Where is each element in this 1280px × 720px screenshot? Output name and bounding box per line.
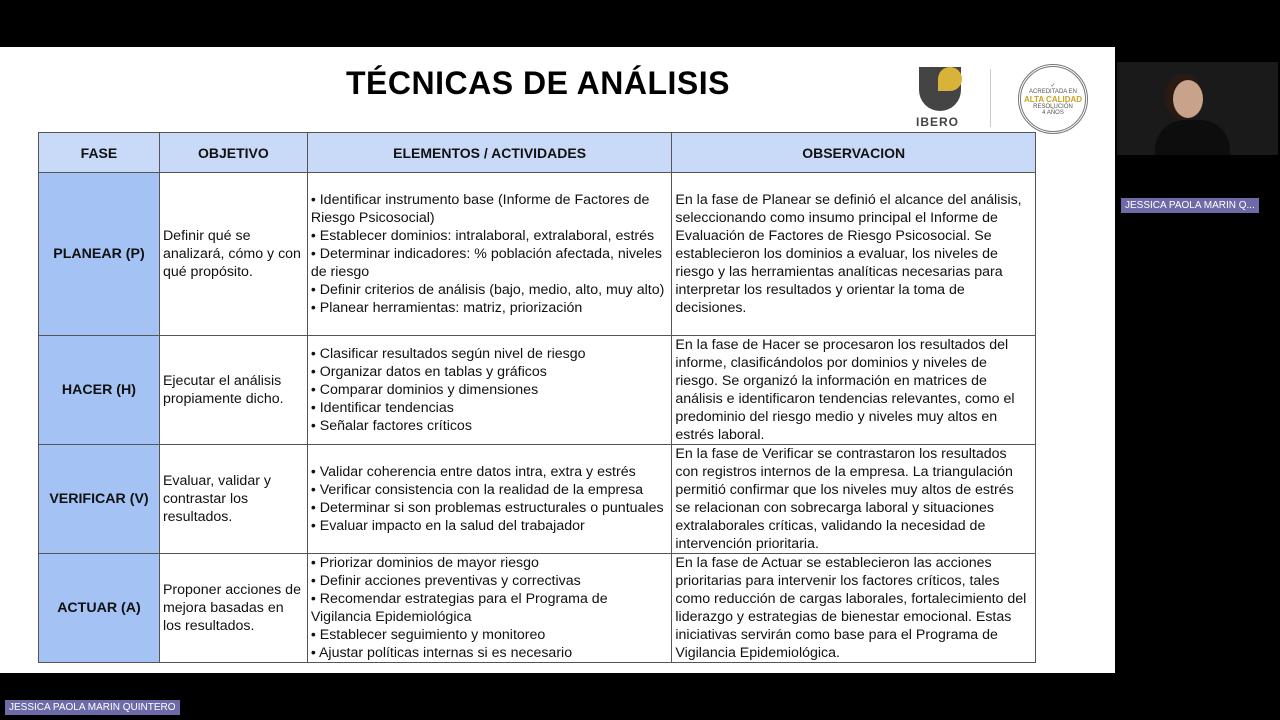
header-phase: FASE [39, 133, 160, 173]
divider [990, 69, 991, 127]
activity-item: • Ajustar políticas internas si es necesario [310, 645, 573, 661]
objective-cell: Ejecutar el análisis propiamente dicho. [159, 336, 307, 445]
table-row [39, 173, 1036, 336]
observation-cell: En la fase de Planear se definió el alcance del análisis, seleccionando como insumo principal el Informe de Evaluación de Factores de Riesgo Psicosocial. Se establecieron los dominios a evaluar, los niveles de riesgo y las herramientas analíticas necesarias para interpretar los resultados y orientar la toma de decisiones. [672, 173, 1036, 336]
activity-item: • Validar coherencia entre datos intra, extra y estrés [310, 464, 636, 480]
activity-item: • Determinar si son problemas estructurales o puntuales [310, 500, 664, 516]
activity-item: • Identificar tendencias [310, 400, 454, 416]
activity-item: • Verificar consistencia con la realidad de la empresa [310, 482, 644, 498]
ibero-logo: IBERO [916, 67, 966, 129]
objective-cell: Definir qué se analizará, cómo y con qué propósito. [159, 173, 307, 336]
table-row [39, 445, 1036, 554]
phase-cell: PLANEAR (P) [39, 173, 160, 336]
objective-cell: Proponer acciones de mejora basadas en los resultados. [159, 554, 307, 663]
activity-item: • Definir criterios de análisis (bajo, medio, alto, muy alto) [310, 282, 665, 298]
table-header [39, 133, 1036, 173]
activity-item: • Priorizar dominios de mayor riesgo [310, 555, 539, 571]
header-activities: ELEMENTOS / ACTIVIDADES [307, 133, 672, 173]
header-observation: OBSERVACION [672, 133, 1036, 173]
observation-cell: En la fase de Actuar se establecieron las acciones prioritarias para intervenir los factores críticos, tales como reducción de cargas laborales, fortalecimiento del liderazgo y estrategias de bienestar emocional. Estas iniciativas servirán como base para el Programa de Vigilancia Epidemiológica. [672, 554, 1036, 663]
activities-cell [307, 336, 672, 445]
shared-slide [0, 47, 1115, 673]
activity-item: • Recomendar estrategias para el Programa de Vigilancia Epidemiológica [310, 591, 608, 625]
accreditation-seal: ✓ ACREDITADA EN ALTA CALIDAD RESOLUCIÓN 4 AÑOS [1018, 64, 1088, 134]
activity-item: • Evaluar impacto en la salud del trabajador [310, 518, 585, 534]
activity-item: • Comparar dominios y dimensiones [310, 382, 539, 398]
activities-cell [307, 445, 672, 554]
activity-item: • Clasificar resultados según nivel de riesgo [310, 346, 586, 362]
activity-item: • Planear herramientas: matriz, priorización [310, 300, 583, 316]
activity-item: • Establecer seguimiento y monitoreo [310, 627, 546, 643]
table-row [39, 336, 1036, 445]
activity-item: • Determinar indicadores: % población afectada, niveles de riesgo [310, 246, 663, 280]
active-speaker-name: JESSICA PAOLA MARIN QUINTERO [5, 700, 180, 715]
phase-cell: ACTUAR (A) [39, 554, 160, 663]
activity-item: • Organizar datos en tablas y gráficos [310, 364, 547, 380]
objective-cell: Evaluar, validar y contrastar los resultados. [159, 445, 307, 554]
header-objective: OBJETIVO [159, 133, 307, 173]
activities-cell [307, 554, 672, 663]
slide-title: TÉCNICAS DE ANÁLISIS [346, 65, 730, 101]
activity-item: • Establecer dominios: intralaboral, extralaboral, estrés [310, 228, 655, 244]
activity-item: • Definir acciones preventivas y correctivas [310, 573, 581, 589]
phase-cell: VERIFICAR (V) [39, 445, 160, 554]
participant-tile-name: JESSICA PAOLA MARIN Q... [1121, 198, 1259, 213]
activities-cell [307, 173, 672, 336]
table-row [39, 554, 1036, 663]
observation-cell: En la fase de Verificar se contrastaron los resultados con registros internos de la empresa. La triangulación permitió confirmar que los niveles muy altos de estrés se relacionan con sobrecarga laboral y situaciones extralaborales críticas, validando la necesidad de intervención prioritaria. [672, 445, 1036, 554]
phase-cell: HACER (H) [39, 336, 160, 445]
participant-avatar [1173, 80, 1203, 118]
activity-item: • Identificar instrumento base (Informe de Factores de Riesgo Psicosocial) [310, 192, 650, 226]
participant-video[interactable] [1117, 62, 1278, 155]
analysis-table [38, 132, 1036, 663]
observation-cell: En la fase de Hacer se procesaron los resultados del informe, clasificándolos por dominios y niveles de riesgo. Se organizó la información en matrices de análisis e identificaron tendencias relevantes, como el predominio del riesgo medio y niveles muy altos en estrés laboral. [672, 336, 1036, 445]
activity-item: • Señalar factores críticos [310, 418, 472, 434]
